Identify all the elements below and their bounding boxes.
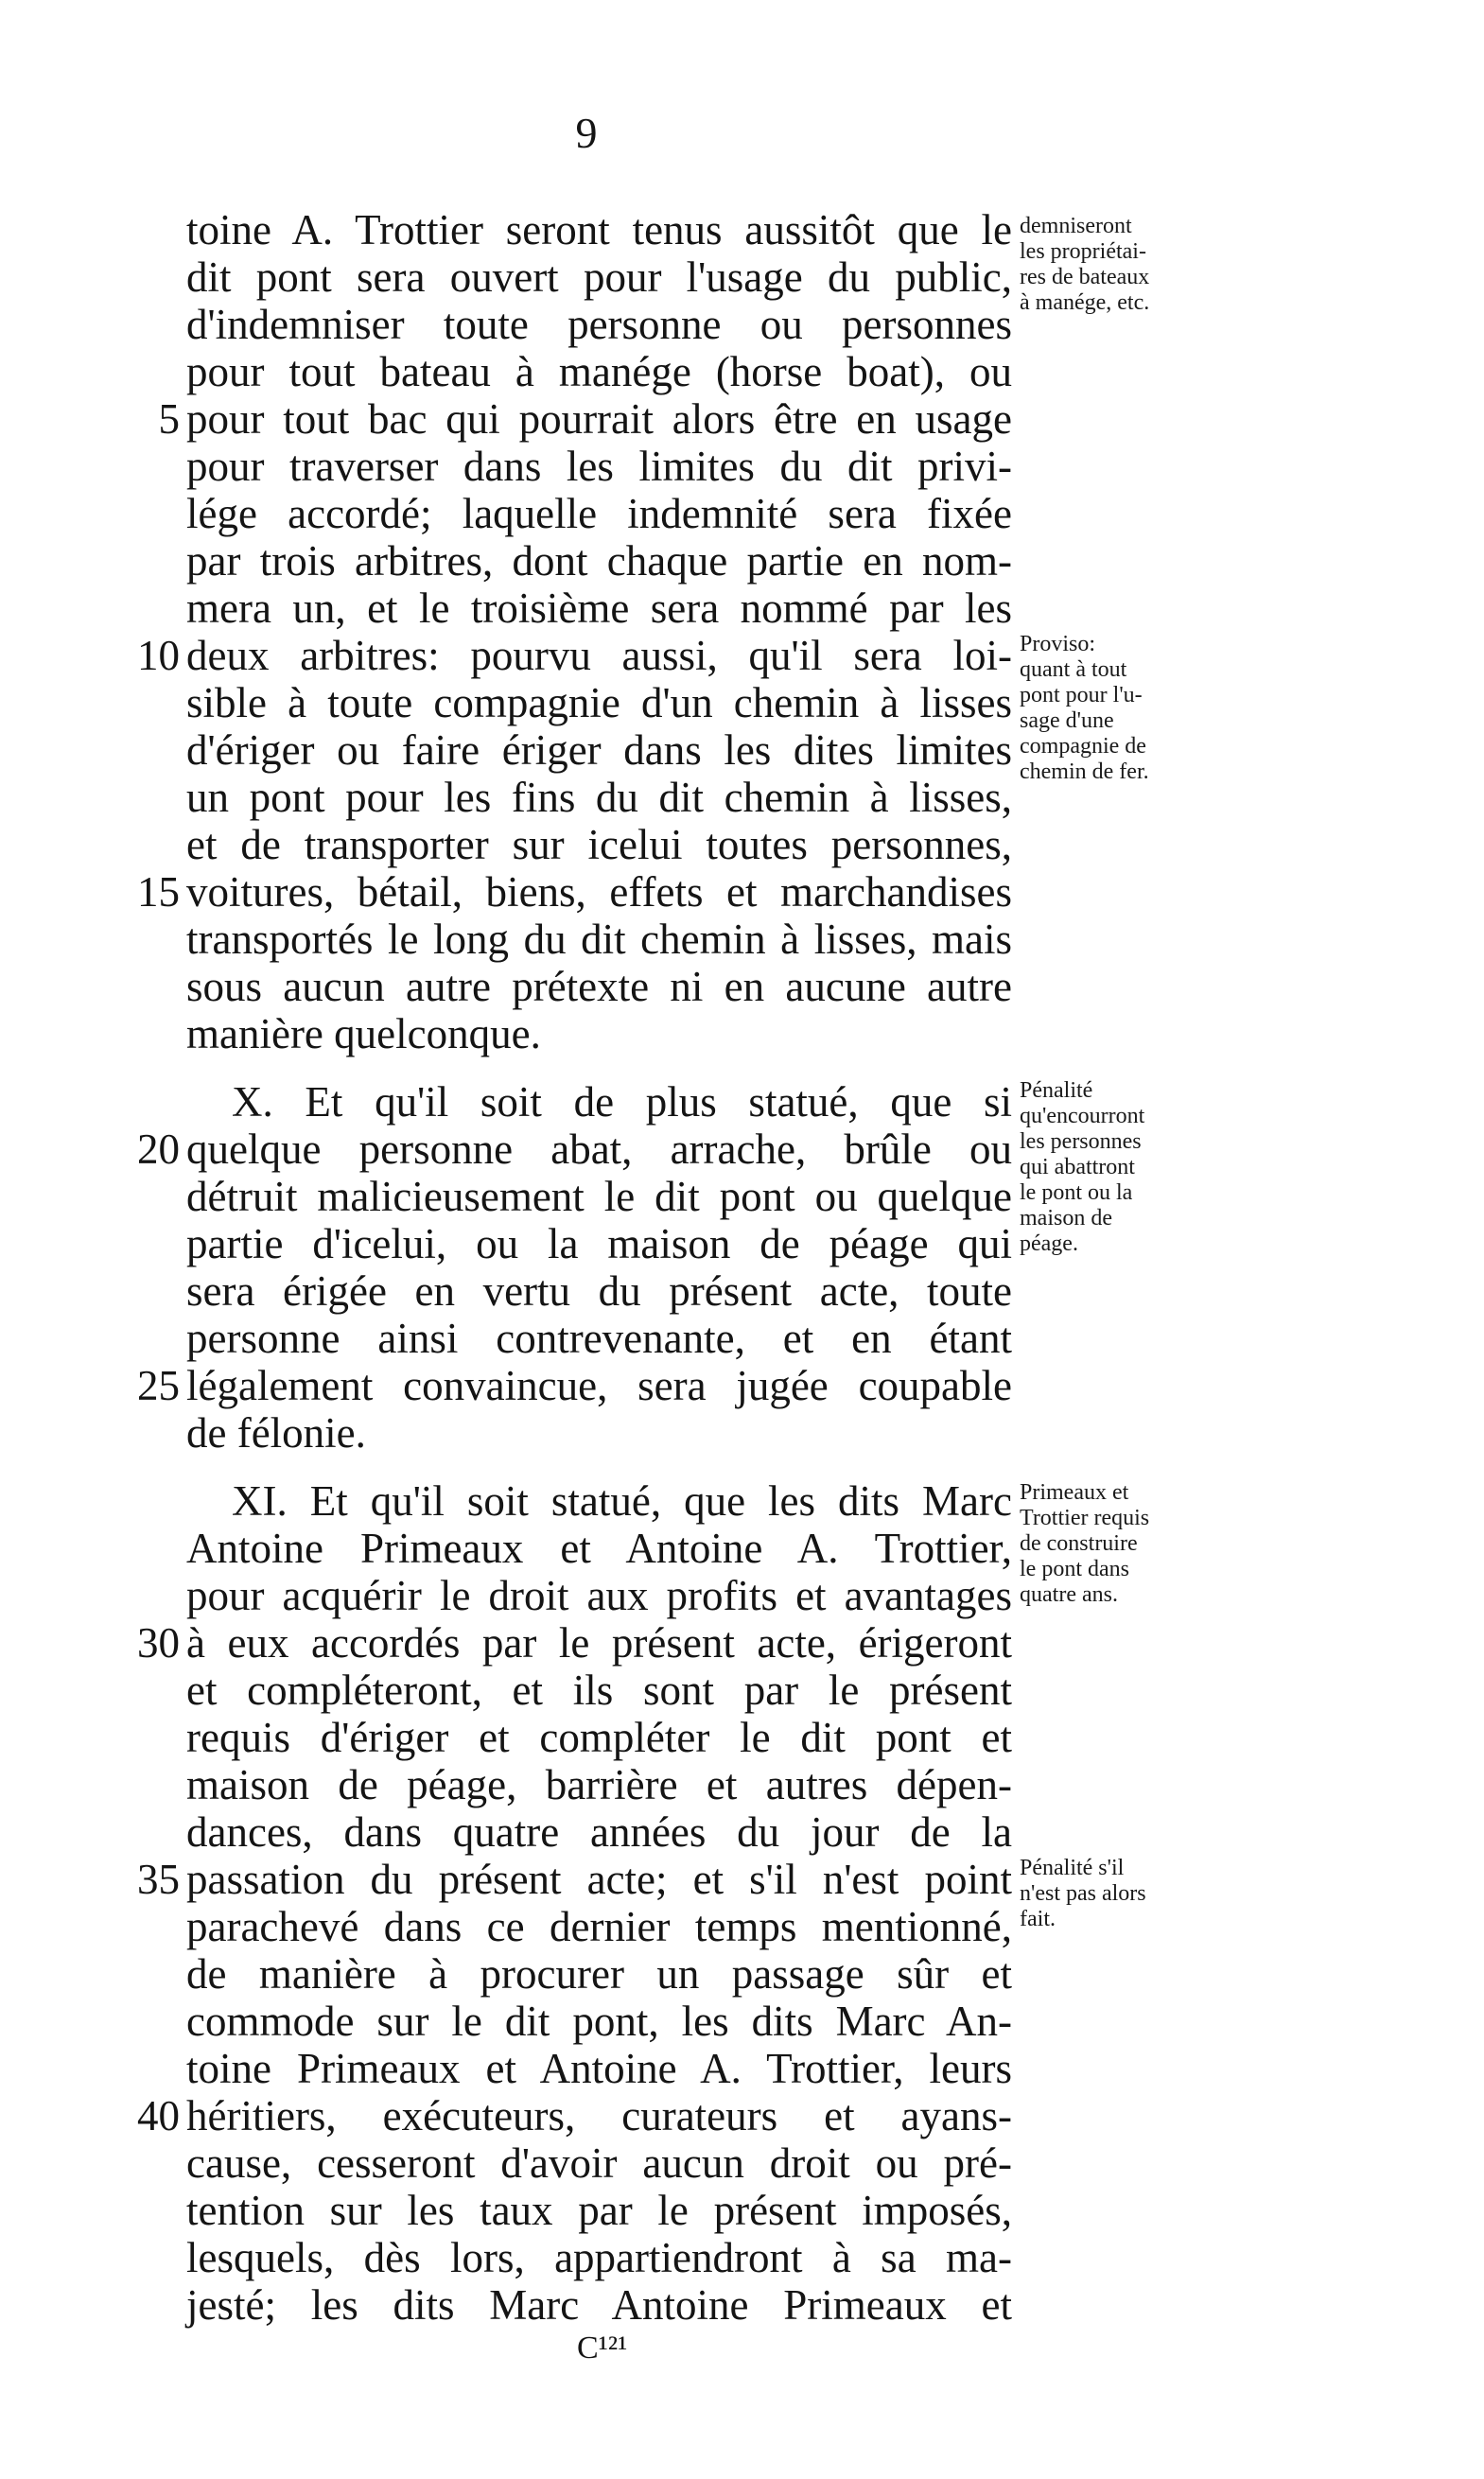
text-line: X. Et qu'il soit de plus statué, que si [232, 1078, 1012, 1126]
text-line: sible à toute compagnie d'un chemin à lisses [186, 679, 1012, 726]
margin-note: demniseront les propriétai- res de bateaux à manége, etc. [1020, 214, 1150, 315]
text-line: sous aucun autre prétexte ni en aucune autre [186, 963, 1012, 1010]
text-line: passation du présent acte; et s'il n'est point [186, 1856, 1012, 1903]
text-line: sera érigée en vertu du présent acte, toute [186, 1267, 1012, 1315]
line-number: 5 [158, 395, 180, 443]
text-line: un pont pour les fins du dit chemin à lisses, [186, 774, 1012, 821]
text-line: partie d'icelui, ou la maison de péage qui [186, 1220, 1012, 1267]
text-line: requis d'ériger et compléter le dit pont et [186, 1714, 1012, 1761]
text-line: dances, dans quatre années du jour de la [186, 1808, 1012, 1856]
text-line: XI. Et qu'il soit statué, que les dits Marc [232, 1477, 1012, 1525]
text-line: transportés le long du dit chemin à lisses, mais [186, 916, 1012, 963]
line-number: 25 [137, 1362, 180, 1409]
text-line: pour tout bateau à manége (horse boat), ou [186, 348, 1012, 395]
text-line: d'ériger ou faire ériger dans les dites limites [186, 726, 1012, 774]
text-line: manière quelconque. [186, 1010, 541, 1057]
text-line: parachevé dans ce dernier temps mentionné, [186, 1903, 1012, 1950]
text-line: toine A. Trottier seront tenus aussitôt que le [186, 206, 1012, 253]
text-line: dit pont sera ouvert pour l'usage du public, [186, 253, 1012, 301]
text-line: lesquels, dès lors, appartiendront à sa ma- [186, 2234, 1012, 2281]
margin-note: Pénalité s'il n'est pas alors fait. [1020, 1856, 1146, 1931]
text-line: légalement convaincue, sera jugée coupable [186, 1362, 1012, 1409]
line-number: 40 [137, 2092, 180, 2139]
text-line: et compléteront, et ils sont par le présent [186, 1667, 1012, 1714]
text-line: deux arbitres: pourvu aussi, qu'il sera loi- [186, 632, 1012, 679]
text-line: quelque personne abat, arrache, brûle ou [186, 1126, 1012, 1173]
text-line: personne ainsi contrevenante, et en étant [186, 1315, 1012, 1362]
text-line: pour acquérir le droit aux profits et avantages [186, 1572, 1012, 1619]
text-line: héritiers, exécuteurs, curateurs et ayans- [186, 2092, 1012, 2139]
text-line: voitures, bétail, biens, effets et marchandises [186, 868, 1012, 916]
page-number: 9 [575, 109, 598, 157]
line-number: 10 [137, 632, 180, 679]
line-number: 30 [137, 1619, 180, 1667]
line-number: 35 [137, 1856, 180, 1903]
text-line: commode sur le dit pont, les dits Marc An- [186, 1998, 1012, 2045]
text-line: cause, cesseront d'avoir aucun droit ou pré- [186, 2139, 1012, 2187]
margin-note: Primeaux et Trottier requis de construire le pont dans quatre ans. [1020, 1480, 1150, 1607]
text-line: toine Primeaux et Antoine A. Trottier, leurs [186, 2045, 1012, 2092]
text-line: de félonie. [186, 1409, 366, 1457]
text-line: à eux accordés par le présent acte, érigeront [186, 1619, 1012, 1667]
text-line: tention sur les taux par le présent imposés, [186, 2187, 1012, 2234]
line-number: 15 [137, 868, 180, 916]
margin-note: Proviso: quant à tout pont pour l'u- sage d'une compagnie de chemin de fer. [1020, 632, 1149, 784]
text-line: Antoine Primeaux et Antoine A. Trottier, [186, 1525, 1012, 1572]
text-line: détruit malicieusement le dit pont ou quelque [186, 1173, 1012, 1220]
margin-note: Pénalité qu'encourront les personnes qui abattront le pont ou la maison de péage. [1020, 1078, 1145, 1256]
text-line: et de transporter sur icelui toutes personnes, [186, 821, 1012, 868]
text-line: maison de péage, barrière et autres dépen- [186, 1761, 1012, 1808]
text-line: de manière à procurer un passage sûr et [186, 1950, 1012, 1998]
line-number: 20 [137, 1126, 180, 1173]
text-line: jesté; les dits Marc Antoine Primeaux et [186, 2281, 1012, 2329]
text-line: mera un, et le troisième sera nommé par les [186, 585, 1012, 632]
text-line: lége accordé; laquelle indemnité sera fixée [186, 490, 1012, 537]
text-line: pour traverser dans les limites du dit privi- [186, 443, 1012, 490]
text-line: pour tout bac qui pourrait alors être en usage [186, 395, 1012, 443]
text-line: par trois arbitres, dont chaque partie en nom- [186, 537, 1012, 585]
text-line: d'indemniser toute personne ou personnes [186, 301, 1012, 348]
signature-mark: C¹²¹ [577, 2331, 628, 2366]
